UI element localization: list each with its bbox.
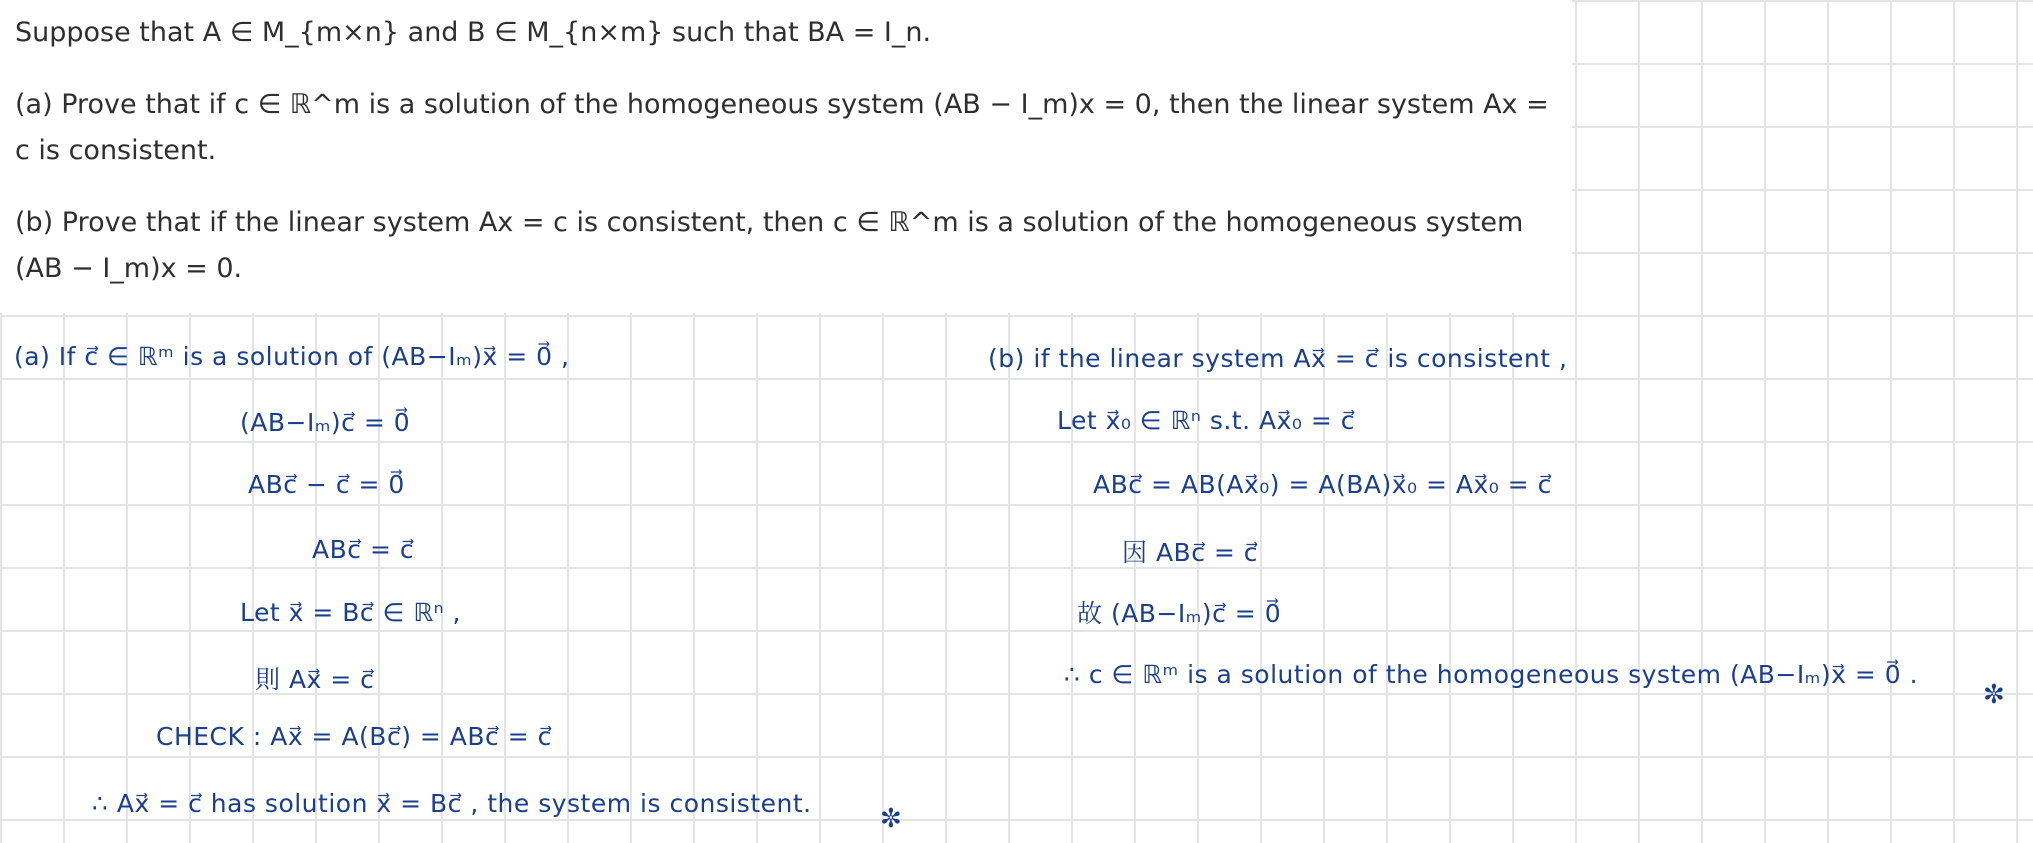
solution-a-line-3: ABc⃗ − c⃗ = 0⃗ xyxy=(248,470,405,499)
solution-a-line-5: Let x⃗ = Bc⃗ ∈ ℝⁿ , xyxy=(240,598,461,627)
solution-a-check: CHECK : Ax⃗ = A(Bc⃗) = ABc⃗ = c⃗ xyxy=(156,722,552,751)
solution-b-line-1: (b) if the linear system Ax⃗ = c⃗ is consistent , xyxy=(988,344,1568,373)
solution-a-line-2: (AB−Iₘ)c⃗ = 0⃗ xyxy=(240,408,411,437)
solution-b-line-4: 因 ABc⃗ = c⃗ xyxy=(1122,538,1259,567)
problem-intro: Suppose that A ∈ M_{m×n} and B ∈ M_{n×m} such that BA = I_n. xyxy=(15,17,932,48)
problem-part-a: (a) Prove that if c ∈ ℝ^m is a solution of the homogeneous system (AB − I_m)x = 0, then the linear system Ax = c is consistent. xyxy=(15,89,1549,166)
problem-statement xyxy=(0,0,1572,313)
solution-a-conclusion: ∴ Ax⃗ = c⃗ has solution x⃗ = Bc⃗ , the system is consistent. xyxy=(92,789,812,818)
solution-b-line-3: ABc⃗ = AB(Ax⃗₀) = A(BA)x⃗₀ = Ax⃗₀ = c⃗ xyxy=(1093,470,1552,499)
end-mark: ✼ xyxy=(1983,680,2006,710)
solution-a-line-6: 則 Ax⃗ = c⃗ xyxy=(255,665,375,694)
solution-b-conclusion: ∴ c ∈ ℝᵐ is a solution of the homogeneous system (AB−Iₘ)x⃗ = 0⃗ . xyxy=(1064,660,1919,689)
end-mark: ✼ xyxy=(880,804,903,834)
solution-a-line-1: (a) If c⃗ ∈ ℝᵐ is a solution of (AB−Iₘ)x⃗ = 0⃗ , xyxy=(14,342,570,371)
solution-a-line-4: ABc⃗ = c⃗ xyxy=(312,535,415,564)
solution-b-line-5: 故 (AB−Iₘ)c⃗ = 0⃗ xyxy=(1077,599,1282,628)
solution-b-line-2: Let x⃗₀ ∈ ℝⁿ s.t. Ax⃗₀ = c⃗ xyxy=(1057,406,1355,435)
problem-part-b: (b) Prove that if the linear system Ax = c is consistent, then c ∈ ℝ^m is a solution of the homogeneous system (AB − I_m)x = 0. xyxy=(15,207,1524,284)
